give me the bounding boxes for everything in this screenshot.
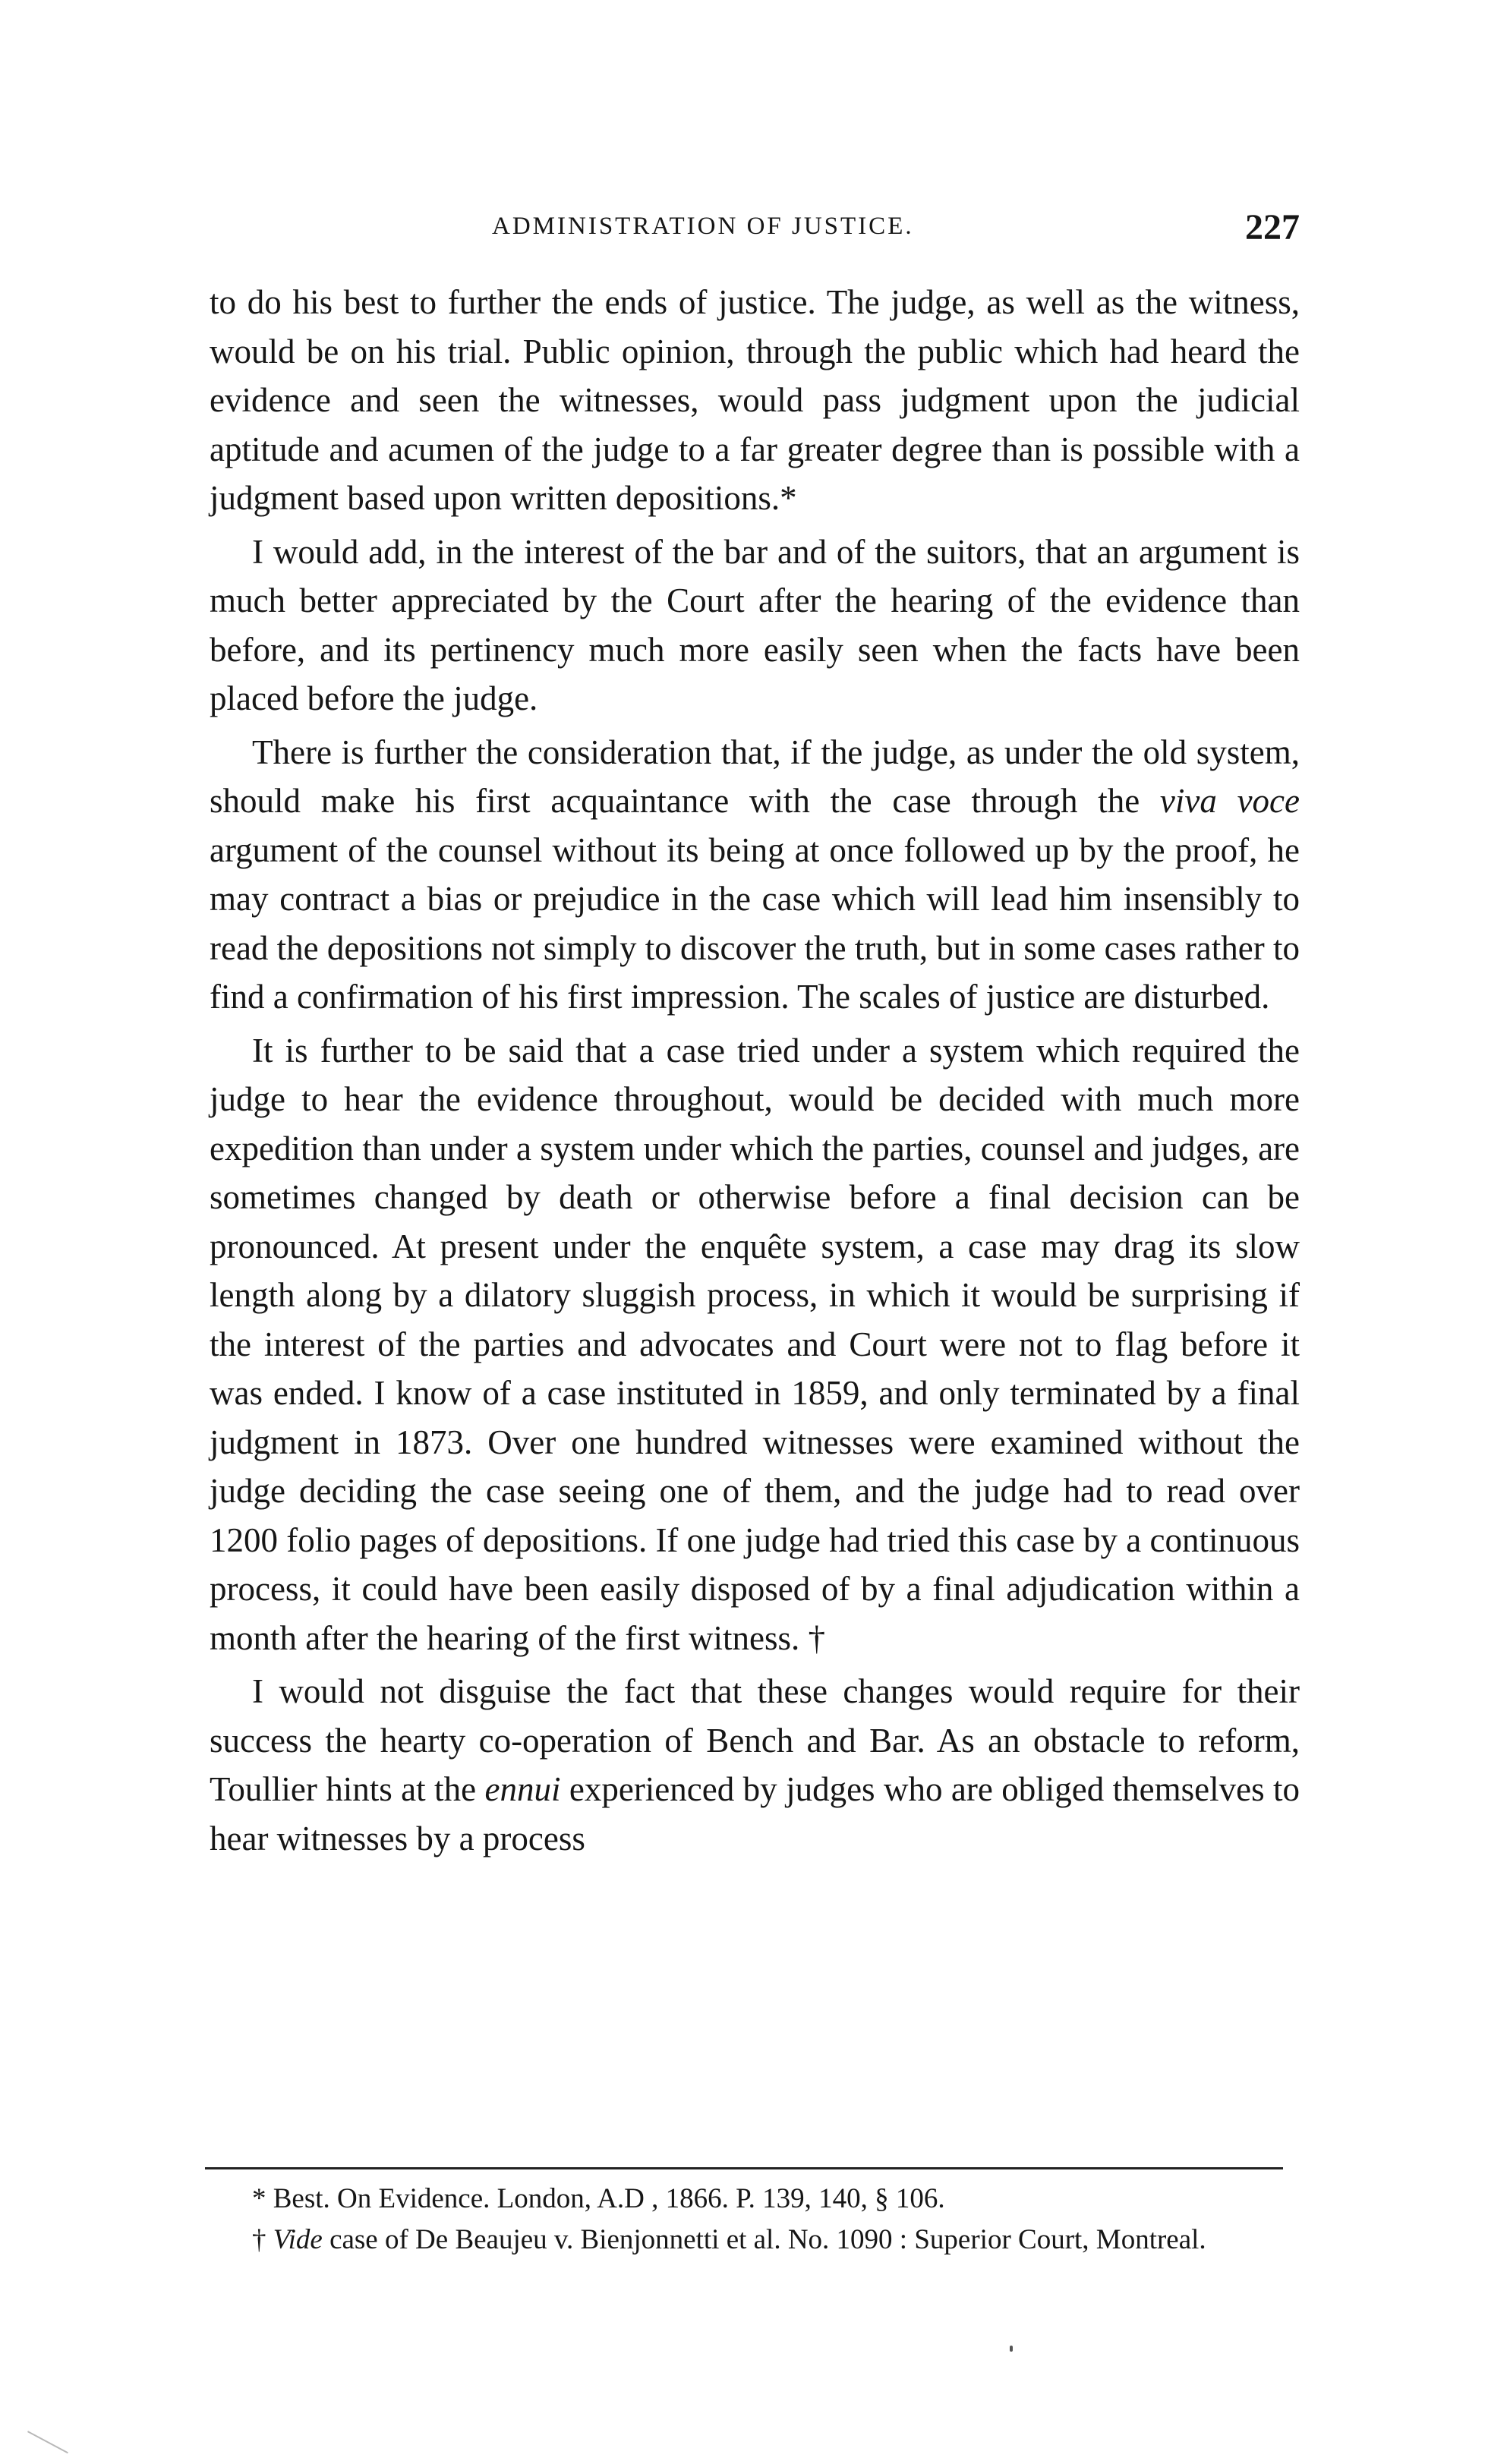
footnote-rule [205,2167,1283,2169]
footnote-vide [210,2220,1300,2261]
footnote-text: * Best. On Evidence. London, A.D , 1866. P. 139, 140, § 106. [252,2183,945,2214]
paragraph-argument [210,528,1300,723]
page-number: 227 [1245,207,1300,247]
paragraph-bias [210,728,1300,1022]
italic-word: Vide [273,2224,323,2255]
dagger-mark: † [252,2224,273,2255]
body-text [210,278,1300,1867]
paragraph-text: experienced by judges who are obliged themselves to hear witnesses by a process [210,1770,1300,1857]
corner-smudge [27,2411,79,2453]
paragraph-text: It is further to be said that a case tried under a system which required the judge to hear the evidence throughout, would be decided with much more expedition than under a system under which the parties, counsel and judges, are sometimes changed by death or otherwise before a final decision can be pronounced. At present under the enquête system, a case may drag its slow length along by a dilatory sluggish process, in which it would be surprising if the interest of the parties and advocates and Court were not to flag before it was ended. I know of a case instituted in 1859, and only terminated by a final judgment in 1873. Over one hundred witnesses were examined without the judge deciding the case seeing one of them, and the judge had to read over 1200 folio pages of depositions. If one judge had tried this case by a continuous process, it could have been easily disposed of by a final adjudication within a month after the hearing of the first witness. † [210,1031,1300,1657]
footnote-text: case of De Beaujeu v. Bienjonnetti et al. No. 1090 : Superior Court, Montreal. [322,2224,1206,2255]
italic-phrase: viva voce [1159,782,1300,820]
running-header [210,206,1300,260]
paragraph-continuation [210,278,1300,523]
ink-speck [1010,2346,1013,2352]
italic-word: ennui [484,1770,561,1808]
paragraph-text: I would add, in the interest of the bar and of the suitors, that an argument is much better appreciated by the Court after the hearing of the evidence than before, and its pertinency much more easily seen when the facts have been placed before the judge. [210,532,1300,717]
paragraph-text: I would not disguise the fact that these changes would require for their success the hearty co-operation of Bench and Bar. As an obstacle to reform, Toullier hints at the [210,1672,1300,1808]
footnotes [210,2179,1300,2261]
paragraph-cooperation [210,1667,1300,1863]
paragraph-text: There is further the consideration that, if the judge, as under the old system, should make his first acquaintance with the case through the [210,733,1300,820]
footnote-best [210,2179,1300,2220]
paragraph-text: argument of the counsel without its being at once followed up by the proof, he may contract a bias or prejudice in the case which will lead him insensibly to read the depositions not simply to discover the truth, but in some cases rather to find a confirmation of his first impression. The scales of justice are disturbed. [210,830,1300,1016]
paragraph-text: to do his best to further the ends of justice. The judge, as well as the witness, would be on his trial. Public opinion, through the public which had heard the evidence and seen the witnesses, would pass judgment upon the judicial aptitude and acumen of the judge to a far greater degree than is possible with a judgment based upon written depositions.* [210,283,1300,517]
running-title: ADMINISTRATION OF JUSTICE. [492,213,914,240]
paragraph-expedition [210,1026,1300,1663]
